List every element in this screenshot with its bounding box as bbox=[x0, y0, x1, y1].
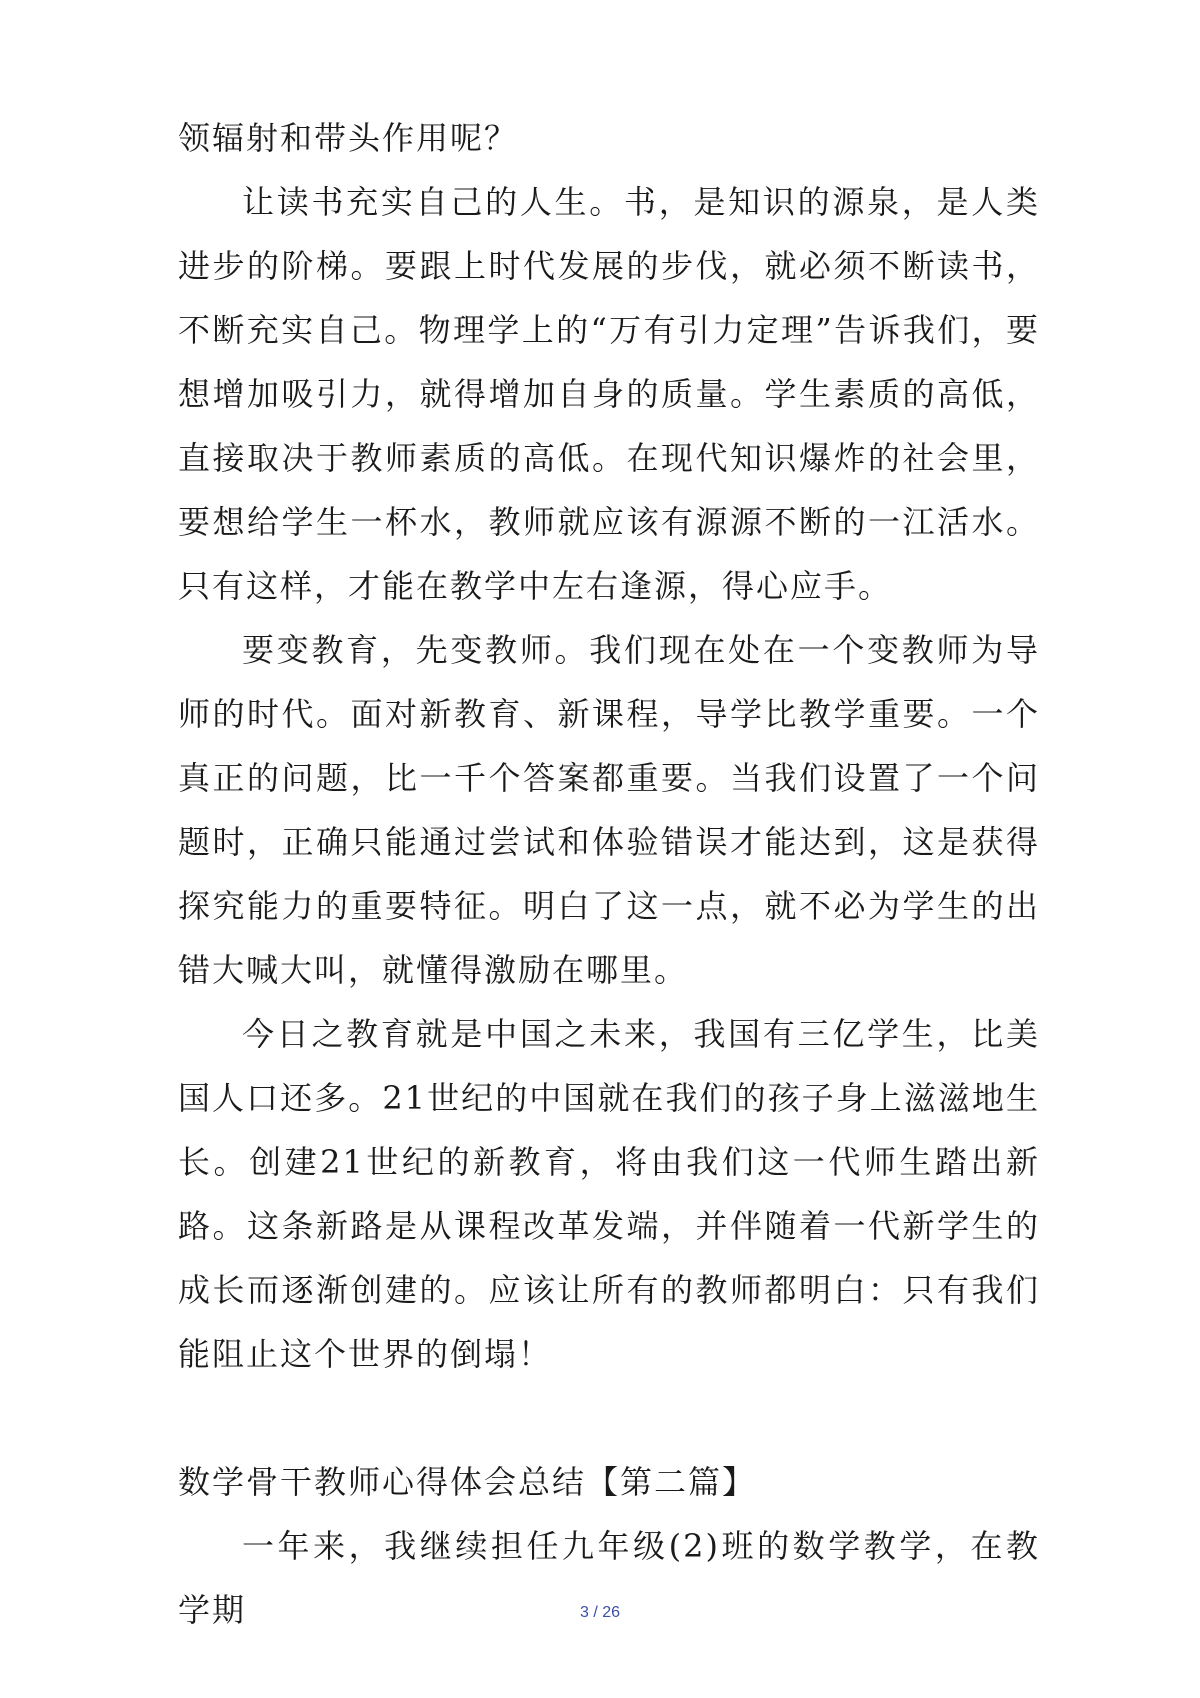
page-number: 3 / 26 bbox=[579, 1604, 621, 1621]
paragraph-education-future: 今日之教育就是中国之未来，我国有三亿学生，比美国人口还多。21世纪的中国就在我们的孩子身上滋滋地生长。创建21世纪的新教育，将由我们这一代师生踏出新路。这条新路是从课程改革发端，并伴随着一代新学生的成长而逐渐创建的。应该让所有的教师都明白：只有我们能阻止这个世界的倒塌！ bbox=[178, 1015, 1040, 1373]
paragraph-section-start: 一年来，我继续担任九年级(2)班的数学教学，在教学期 bbox=[178, 1527, 1040, 1629]
paragraph-change-teacher: 要变教育，先变教师。我们现在处在一个变教师为导师的时代。面对新教育、新课程，导学比教学重要。一个真正的问题，比一千个答案都重要。当我们设置了一个问题时，正确只能通过尝试和体验错误才能达到，这是获得探究能力的重要特征。明白了这一点，就不必为学生的出错大喊大叫，就懂得激励在哪里。 bbox=[178, 631, 1040, 989]
section-spacer bbox=[178, 1386, 1040, 1450]
paragraph-reading: 让读书充实自己的人生。书，是知识的源泉，是人类进步的阶梯。要跟上时代发展的步伐，就必须不断读书，不断充实自己。物理学上的“万有引力定理”告诉我们，要想增加吸引力，就得增加自身的质量。学生素质的高低，直接取决于教师素质的高低。在现代知识爆炸的社会里，要想给学生一杯水，教师就应该有源源不断的一江活水。只有这样，才能在教学中左右逢源，得心应手。 bbox=[178, 183, 1040, 605]
paragraph-continuation: 领辐射和带头作用呢？ bbox=[178, 119, 519, 157]
body-text bbox=[178, 106, 1040, 1642]
section-heading: 数学骨干教师心得体会总结【第二篇】 bbox=[178, 1463, 757, 1501]
